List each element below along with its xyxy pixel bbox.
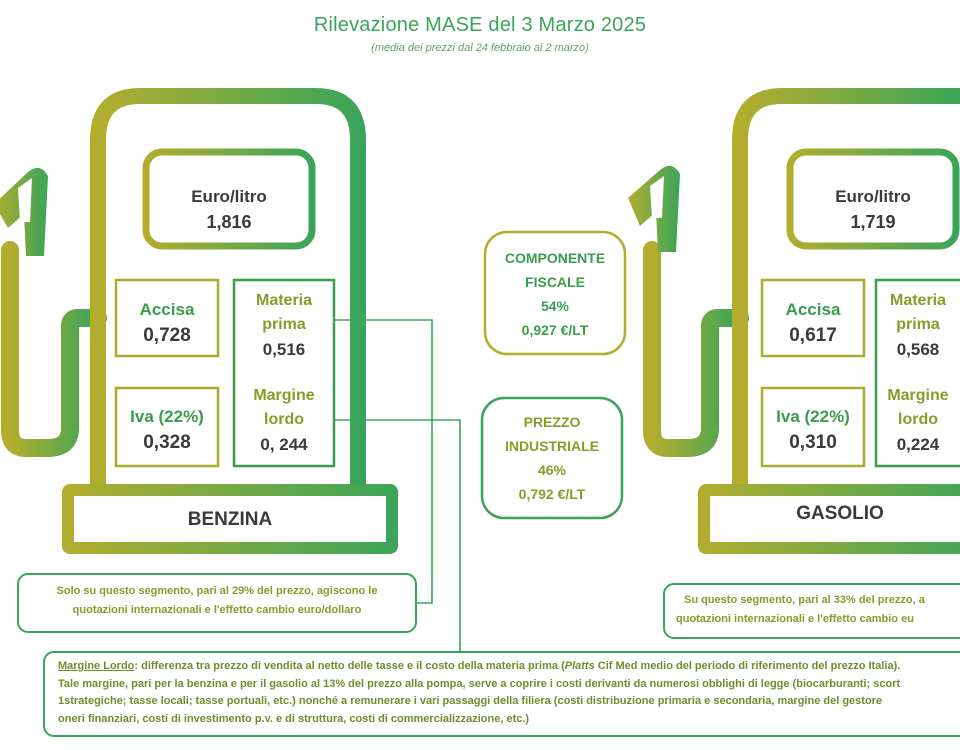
gasolio-iva-box (762, 388, 864, 466)
gasolio-margine-label-1: Margine (887, 387, 949, 404)
footnote-line1-a: : differenza tra prezzo di vendita al netto delle tasse e il costo della materia prima ( (134, 660, 565, 672)
benzina-price: 1,816 (206, 212, 252, 232)
footnote-line1 (58, 658, 960, 676)
note-benzina-line1: Solo su questo segmento, pari al 29% del prezzo, agiscono le (56, 585, 378, 597)
benzina-hose-icon (10, 250, 98, 448)
benzina-label: BENZINA (187, 509, 273, 530)
prezzo-industriale-value: 0,792 €/LT (518, 486, 586, 502)
note-gasolio-line2: quotazioni internazionali e l'effetto cambio eu (676, 613, 914, 625)
footnote-line2: Tale margine, pari per la benzina e per il gasolio al 13% del prezzo alla pompa, serve a coprire i costi derivanti da numerosi obblighi di legge (biocarburanti; scort (58, 677, 901, 690)
benzina-iva-value: 0,328 (143, 432, 191, 453)
note-gasolio-line1: Su questo segmento, pari al 33% del prezzo, a (684, 594, 925, 606)
gasolio-price: 1,719 (850, 212, 896, 232)
footnote-line4: oneri finanziari, costi di investimento p.v. e di struttura, costi di commercializzazione, etc.) (58, 712, 530, 725)
footnote-text (58, 658, 960, 728)
note-benzina-box (18, 574, 416, 632)
gasolio-price-unit: Euro/litro (835, 187, 911, 206)
prezzo-industriale-line2: INDUSTRIALE (504, 438, 600, 454)
footnote-term: Margine Lordo (58, 660, 135, 672)
gasolio-accisa-value: 0,617 (789, 325, 837, 346)
componente-fiscale-percent: 54% (540, 298, 570, 314)
componente-fiscale-line2: FISCALE (525, 274, 585, 290)
gasolio-materia-label-2: prima (896, 316, 940, 333)
benzina-accisa-label: Accisa (139, 300, 195, 319)
componente-fiscale-line1: COMPONENTE (504, 250, 606, 266)
benzina-iva-label: Iva (22%) (130, 407, 204, 426)
page-subtitle: (media dei prezzi dal 24 febbraio al 2 marzo) (371, 42, 589, 54)
gasolio-accisa-label: Accisa (785, 300, 841, 319)
note-gasolio-box (664, 584, 960, 638)
footnote-line1-b: Cif Med medio del periodo di riferimento del prezzo Italia). (594, 660, 901, 672)
gasolio-materia-value: 0,568 (896, 340, 940, 359)
prezzo-industriale-line1: PREZZO (523, 414, 581, 430)
componente-fiscale-value: 0,927 €/LT (521, 322, 589, 338)
benzina-materia-label-2: prima (262, 316, 306, 333)
gasolio-hose-icon (652, 250, 740, 448)
benzina-margine-value: 0, 244 (260, 435, 308, 454)
gasolio-iva-label: Iva (22%) (776, 407, 850, 426)
benzina-materia-label-1: Materia (255, 292, 313, 309)
gasolio-margine-value: 0,224 (896, 435, 940, 454)
page-title: Rilevazione MASE del 3 Marzo 2025 (313, 14, 647, 36)
gasolio-iva-value: 0,310 (789, 432, 837, 453)
gasolio-margine-label-2: lordo (898, 411, 938, 428)
note-benzina-line2: quotazioni internazionali e l'effetto cambio euro/dollaro (72, 604, 362, 616)
gasolio-materia-label-1: Materia (889, 292, 947, 309)
benzina-iva-box (116, 388, 218, 466)
benzina-margine-label-1: Margine (253, 387, 315, 404)
prezzo-industriale-percent: 46% (537, 462, 567, 478)
footnote-line3: 1strategiche; tasse locali; tasse portuali, etc.) nonché a remunerare i vari passaggi della filiera (costi distribuzione primaria e secondaria, margine del gestore (58, 695, 883, 707)
benzina-margine-label-2: lordo (264, 411, 304, 428)
connector-materia (334, 320, 432, 603)
footnote-line1-italic: Platts (564, 660, 595, 672)
benzina-materia-value: 0,516 (262, 340, 306, 359)
gasolio-label: GASOLIO (796, 503, 884, 524)
benzina-accisa-value: 0,728 (143, 325, 191, 346)
benzina-price-unit: Euro/litro (191, 187, 267, 206)
